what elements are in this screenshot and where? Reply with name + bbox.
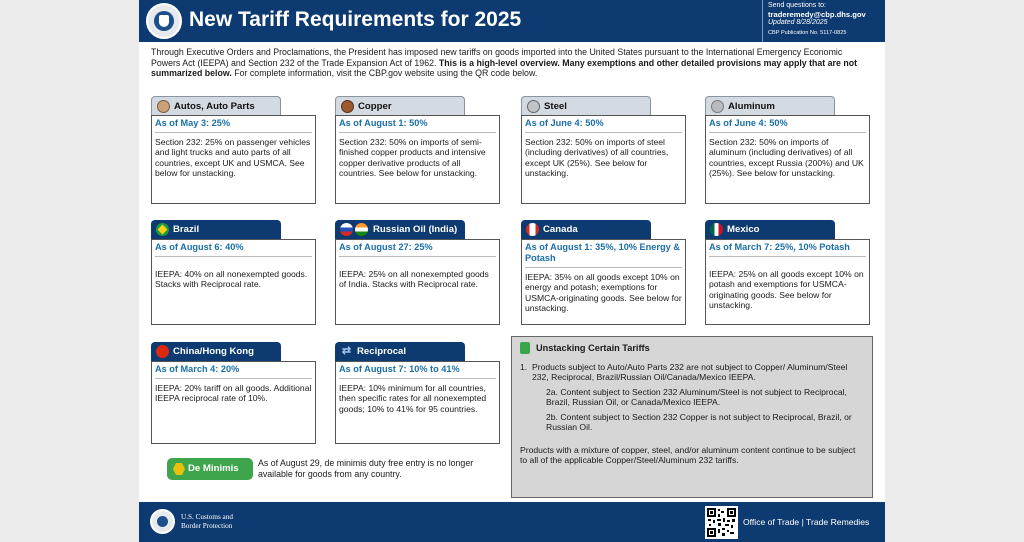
card-description: IEEPA: 25% on all nonexempted goods of India. Stacks with Reciprocal rate. — [339, 269, 489, 290]
card-effective-date: As of August 6: 40% — [155, 242, 312, 257]
agency-name-line1: U.S. Customs and — [181, 513, 233, 521]
send-questions-label: Send questions to: — [768, 2, 826, 9]
russia-flag-icon — [340, 223, 353, 236]
card-effective-date: As of May 3: 25% — [155, 118, 312, 133]
card-title: Mexico — [727, 224, 760, 235]
card-china — [151, 342, 316, 444]
card-description: IEEPA: 20% tariff on all goods. Additional IEEPA reciprocal rate of 10%. — [155, 383, 312, 404]
card-effective-date: As of June 4: 50% — [525, 118, 682, 133]
card-tab — [151, 220, 281, 239]
card-body — [521, 115, 686, 204]
card-tab — [705, 220, 835, 239]
header-divider — [762, 0, 763, 42]
footer-banner — [139, 502, 885, 542]
unstacking-item — [520, 362, 864, 383]
card-body — [335, 361, 500, 444]
card-description: Section 232: 50% on imports of aluminum (including derivatives) of all countries, except Russia (200%) and UK (25%). See below for unstacking. — [709, 137, 864, 179]
card-effective-date: As of June 4: 50% — [709, 118, 866, 133]
unstacking-title-text: Unstacking Certain Tariffs — [536, 343, 650, 353]
card-title: Reciprocal — [357, 346, 407, 357]
card-description: IEEPA: 10% minimum for all countries, then specific rates for all nonexempted goods; 10% to 41% for 95 countries. — [339, 383, 487, 414]
aluminum-icon — [711, 100, 724, 113]
card-effective-date: As of August 1: 35%, 10% Energy & Potash — [525, 242, 682, 268]
agency-name — [181, 513, 261, 530]
card-tab — [335, 96, 465, 115]
card-body — [705, 115, 870, 204]
unstacking-item-text: Products subject to Auto/Auto Parts 232 are not subject to Copper/ Aluminum/Steel 232, Reciprocal, Brazil/Russian Oil/Canada/Mexico IEEPA. — [532, 361, 848, 382]
card-title: Copper — [358, 101, 392, 112]
card-reciprocal — [335, 342, 500, 444]
agency-name-line2: Border Protection — [181, 521, 233, 530]
card-title: Steel — [544, 101, 567, 112]
intro-paragraph — [151, 47, 873, 79]
card-title: Brazil — [173, 224, 200, 235]
card-description: IEEPA: 40% on all nonexempted goods. Stacks with Reciprocal rate. — [155, 269, 308, 290]
card-effective-date: As of August 1: 50% — [339, 118, 496, 133]
card-body — [521, 239, 686, 325]
card-steel — [521, 96, 686, 204]
unstacking-panel — [511, 336, 873, 498]
page-title: New Tariff Requirements for 2025 — [189, 8, 522, 31]
header-banner — [139, 0, 885, 42]
dhs-seal-icon — [146, 3, 182, 39]
card-description: Section 232: 50% on imports of steel (including derivatives) of all countries, except UK (25%). See below for unstacking. — [525, 137, 669, 179]
card-title: China/Hong Kong — [173, 346, 254, 357]
unstacking-title — [520, 343, 864, 354]
card-aluminum — [705, 96, 870, 204]
contact-info — [768, 2, 883, 37]
card-description: Section 232: 25% on passenger vehicles and light trucks and auto parts of all countries, except UK and USMCA. See below for unstacking. — [155, 137, 311, 179]
hexagon-icon — [173, 463, 185, 475]
card-body — [705, 239, 870, 325]
card-title: Autos, Auto Parts — [174, 101, 255, 112]
car-icon — [157, 100, 170, 113]
de-minimis-badge — [167, 458, 253, 480]
contact-email-link[interactable]: traderemedy@cbp.dhs.gov — [768, 9, 866, 19]
qr-code-icon[interactable] — [705, 506, 738, 539]
card-body — [335, 115, 500, 204]
copper-icon — [341, 100, 354, 113]
cbp-seal-icon — [150, 509, 175, 534]
card-copper — [335, 96, 500, 204]
card-description: IEEPA: 25% on all goods except 10% on potash and exemptions for USMCA-originating goods. See below for unstacking. — [709, 269, 864, 311]
card-russian-oil — [335, 220, 500, 325]
card-tab — [521, 96, 651, 115]
card-body — [151, 115, 316, 204]
card-tab — [335, 342, 465, 361]
canada-flag-icon — [526, 223, 539, 236]
reciprocal-icon: ⇄ — [341, 345, 352, 357]
office-name: Office of Trade | Trade Remedies — [743, 517, 870, 527]
card-body — [151, 361, 316, 444]
card-body — [335, 239, 500, 325]
card-canada — [521, 220, 686, 325]
card-tab — [151, 342, 281, 361]
updated-date: Updated 8/28/2025 — [768, 19, 828, 26]
card-tab — [705, 96, 835, 115]
card-title: Canada — [543, 224, 578, 235]
mexico-flag-icon — [710, 223, 723, 236]
card-description: IEEPA: 35% on all goods except 10% on energy and potash; exemptions for USMCA-originating goods. See below for unstacking. — [525, 272, 682, 314]
unstacking-footnote: Products with a mixture of copper, steel, and/or aluminum content continue to be subject to all of the applicable Copper/Steel/Aluminum 232 tariffs. — [520, 444, 856, 465]
card-effective-date: As of March 7: 25%, 10% Potash — [709, 242, 866, 257]
card-mexico — [705, 220, 870, 325]
publication-number: CBP Publication No. 5117-0825 — [768, 29, 847, 36]
de-minimis-label: De Minimis — [188, 463, 239, 474]
unstacking-subitem-2b: 2b. Content subject to Section 232 Copper is not subject to Reciprocal, Brazil, or Russian Oil. — [546, 411, 852, 432]
card-title: Aluminum — [728, 101, 775, 112]
unstacking-subitem-2a: 2a. Content subject to Section 232 Aluminum/Steel is not subject to Reciprocal, Brazil, Russian Oil, or Canada/Mexico IEEPA. — [546, 386, 847, 407]
card-effective-date: As of August 27: 25% — [339, 242, 496, 257]
card-title: Russian Oil (India) — [373, 224, 458, 235]
india-flag-icon — [355, 223, 368, 236]
card-brazil — [151, 220, 316, 325]
card-tab — [521, 220, 651, 239]
card-autos — [151, 96, 316, 204]
card-tab — [151, 96, 281, 115]
brazil-flag-icon — [156, 223, 169, 236]
qr-code-graphic — [707, 508, 736, 537]
card-tab — [335, 220, 465, 239]
china-flag-icon — [156, 345, 169, 358]
intro-bold: This is a high-level overview. Many exemptions and other detailed provisions may apply that are not summarized below. — [151, 57, 857, 79]
stack-icon — [520, 342, 530, 354]
card-effective-date: As of August 7: 10% to 41% — [339, 364, 496, 379]
card-body — [151, 239, 316, 325]
list-number: 1. — [520, 361, 528, 372]
intro-text: Through Executive Orders and Proclamations, the President has imposed new tariffs on goods imported into the United States pursuant to the International Emergency Economic Powers Act (IEEPA) and Section 232 of the Trade Expansion Act of 1962. — [151, 47, 843, 68]
card-description: Section 232: 50% on imports of semi-finished copper products and intensive copper derivative products of all countries. See below for unstacking. — [339, 137, 486, 179]
card-effective-date: As of March 4: 20% — [155, 364, 312, 379]
intro-tail: For complete information, visit the CBP.gov website using the QR code below. — [231, 68, 538, 79]
flyer-page — [139, 0, 885, 542]
steel-icon — [527, 100, 540, 113]
de-minimis-text: As of August 29, de minimis duty free entry is no longer available for goods from any country. — [258, 458, 474, 479]
